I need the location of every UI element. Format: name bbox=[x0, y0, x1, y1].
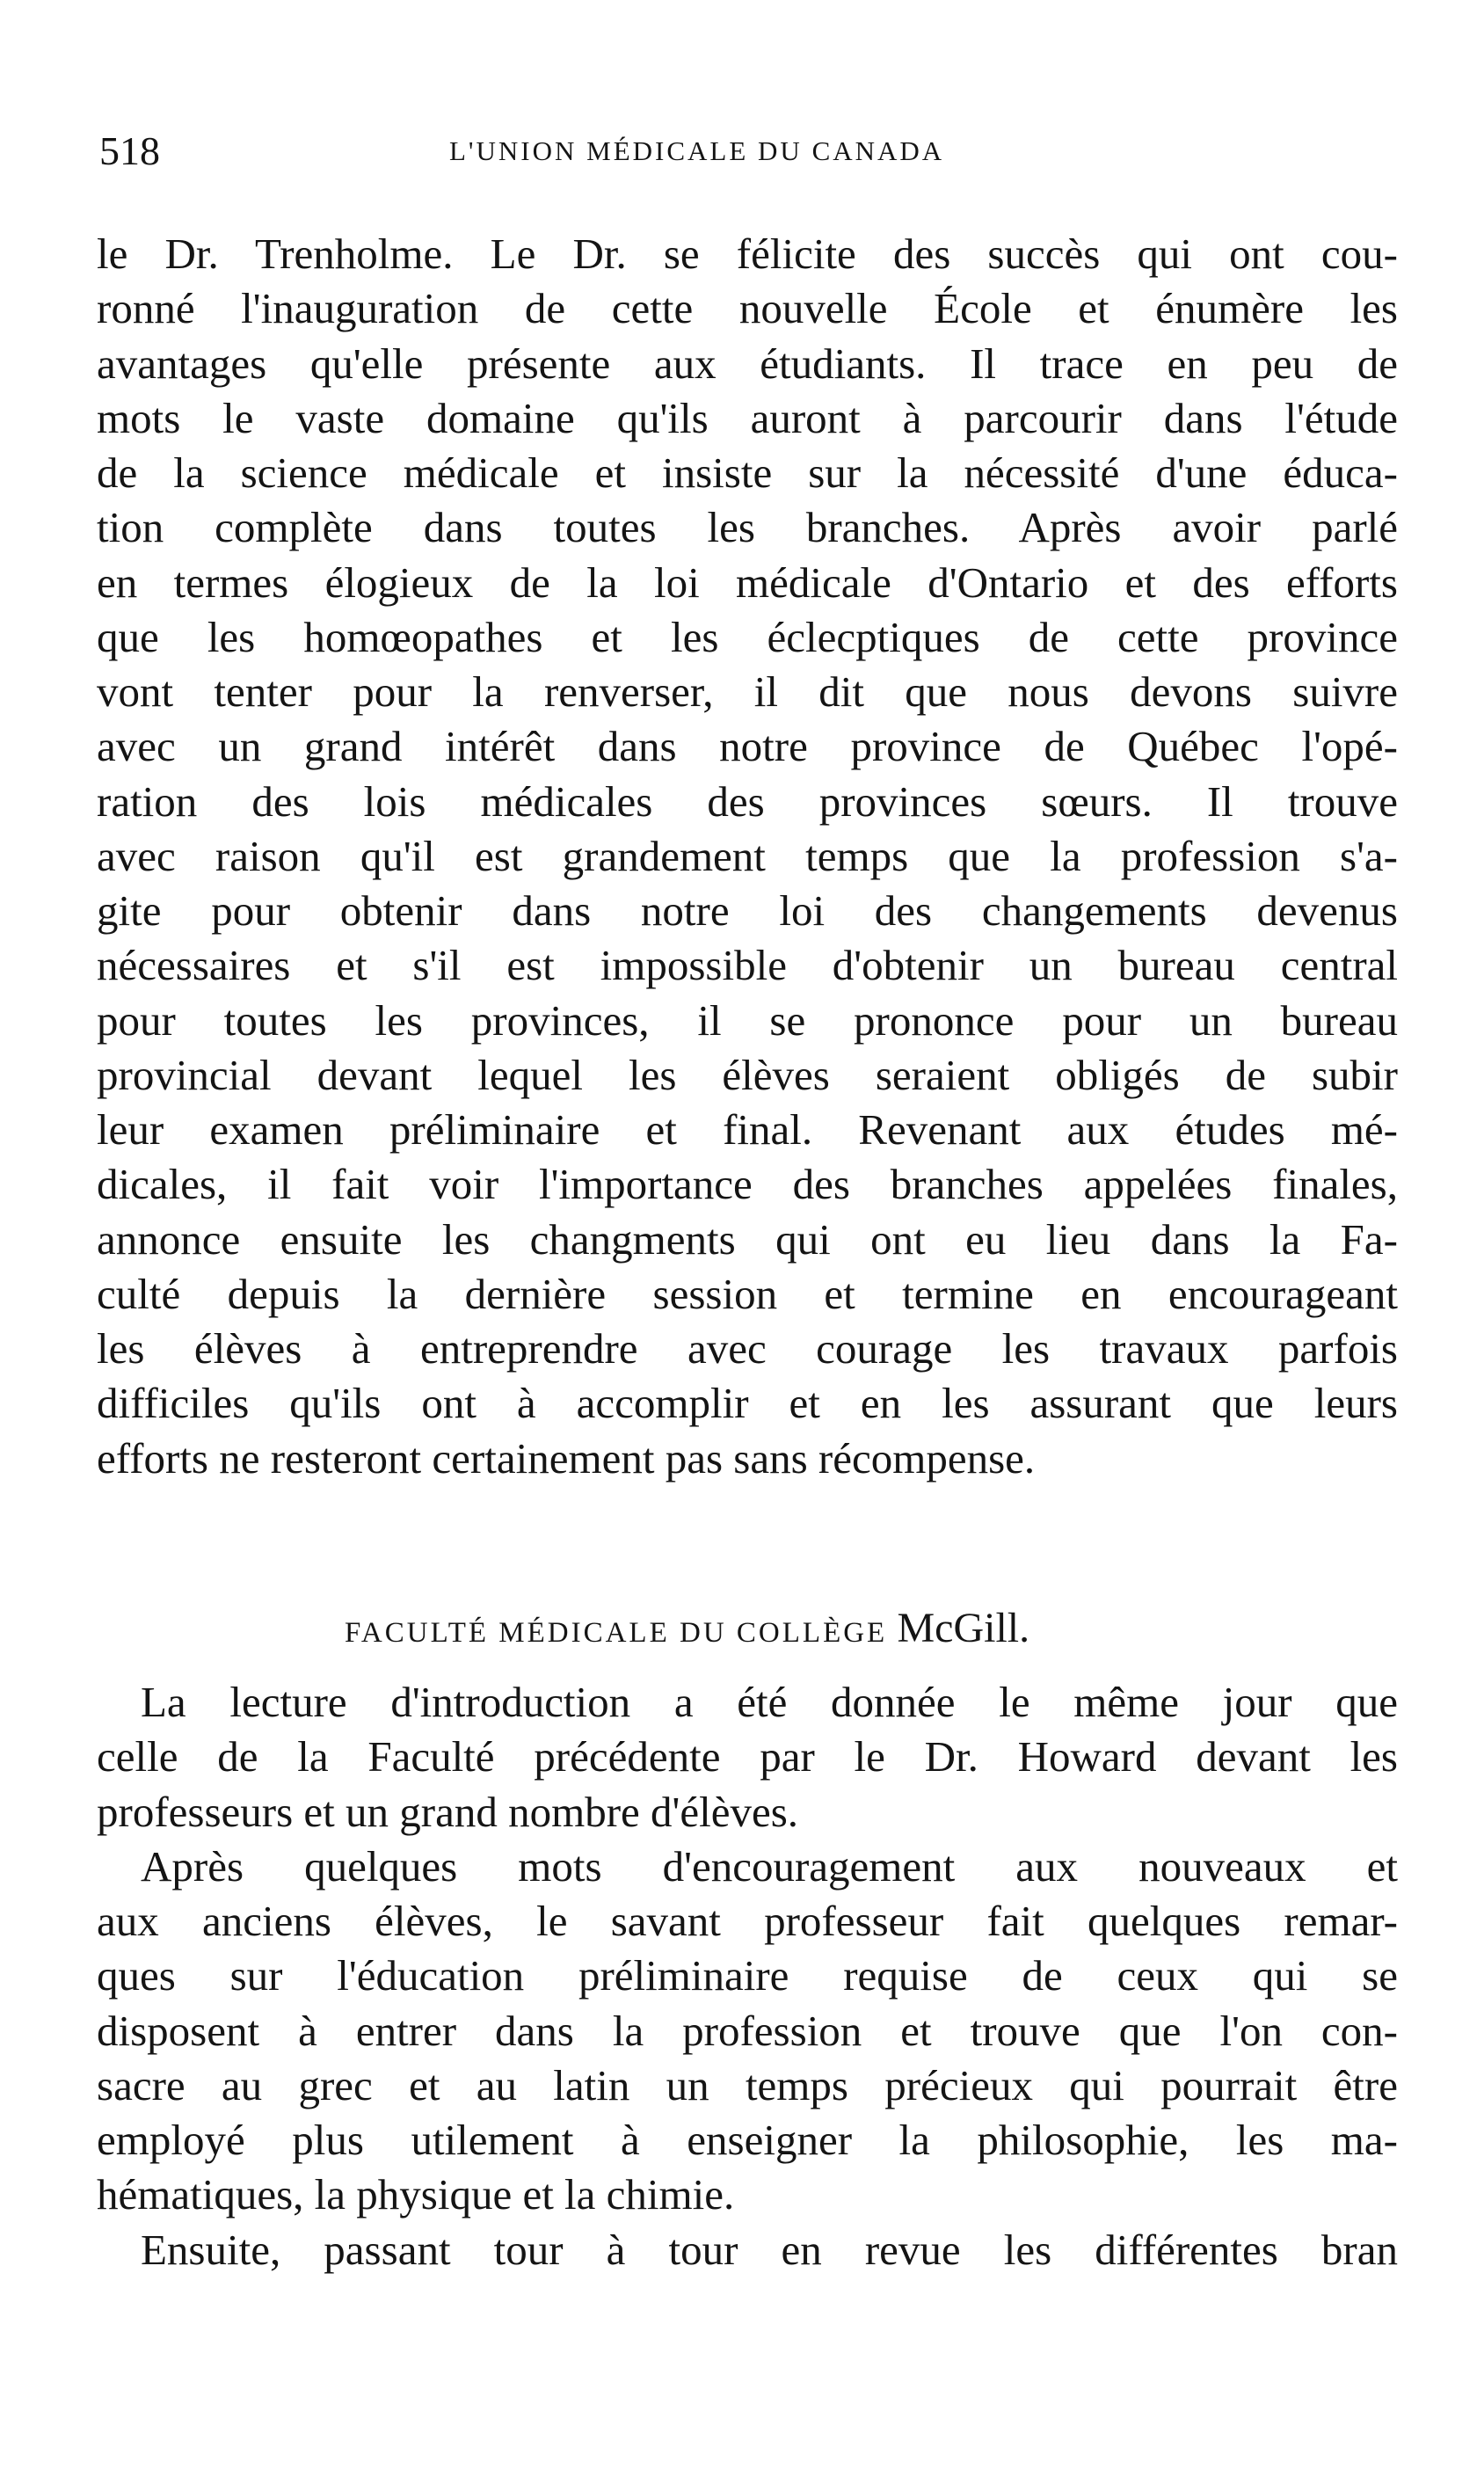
text-line: culté depuis la dernière session et termine en encourageant bbox=[97, 1269, 1398, 1318]
text-line: mots le vaste domaine qu'ils auront à parcourir dans l'étude bbox=[97, 393, 1398, 442]
page-header bbox=[99, 125, 1066, 178]
text-line: efforts ne resteront certainement pas sans récompense. bbox=[97, 1433, 1036, 1483]
paragraph-trenholme bbox=[97, 227, 1398, 1486]
text-line: hématiques, la physique et la chimie. bbox=[97, 2170, 735, 2219]
text-line: avantages qu'elle présente aux étudiants. Il trace en peu de bbox=[97, 339, 1398, 388]
running-title: L'UNION MÉDICALE DU CANADA bbox=[449, 135, 945, 166]
text-line: Ensuite, passant tour à tour en revue les différentes bran bbox=[141, 2225, 1398, 2274]
text-line: celle de la Faculté précédente par le Dr. Howard devant les bbox=[97, 1732, 1398, 1781]
text-line: employé plus utilement à enseigner la philosophie, les ma- bbox=[97, 2116, 1398, 2164]
text-line: disposent à entrer dans la profession et trouve que l'on con- bbox=[97, 2006, 1398, 2055]
page-number: 518 bbox=[99, 128, 160, 173]
text-line: vont tenter pour la renverser, il dit que nous devons suivre bbox=[97, 667, 1398, 716]
text-line: provincial devant lequel les élèves seraient obligés de subir bbox=[97, 1050, 1398, 1099]
text-line: ration des lois médicales des provinces sœurs. Il trouve bbox=[97, 776, 1398, 826]
text-line: pour toutes les provinces, il se prononce pour un bureau bbox=[97, 995, 1398, 1045]
text-line: en termes élogieux de la loi médicale d'Ontario et des efforts bbox=[97, 557, 1398, 607]
text-line: nécessaires et s'il est impossible d'obtenir un bureau central bbox=[97, 941, 1398, 990]
text-line: La lecture d'introduction a été donnée le même jour que bbox=[141, 1678, 1398, 1726]
text-line: Après quelques mots d'encouragement aux nouveaux et bbox=[141, 1841, 1398, 1891]
text-line: gite pour obtenir dans notre loi des changements devenus bbox=[97, 886, 1398, 935]
paragraph-mcgill bbox=[97, 1675, 1398, 2277]
text-line: difficiles qu'ils ont à accomplir et en les assurant que leurs bbox=[97, 1379, 1398, 1428]
section-heading-prefix: FACULTÉ MÉDICALE DU COLLÈGE bbox=[345, 1617, 888, 1649]
text-line: annonce ensuite les changments qui ont eu lieu dans la Fa- bbox=[97, 1214, 1398, 1264]
section-heading-name: McGill. bbox=[897, 1605, 1030, 1651]
text-line: dicales, il fait voir l'importance des branches appelées finales, bbox=[97, 1160, 1398, 1209]
text-line: avec raison qu'il est grandement temps que la profession s'a- bbox=[97, 831, 1398, 880]
text-line: le Dr. Trenholme. Le Dr. se félicite des succès qui ont cou- bbox=[97, 230, 1398, 278]
text-line: ronné l'inauguration de cette nouvelle École et énumère les bbox=[97, 284, 1398, 333]
text-line: avec un grand intérêt dans notre province de Québec l'opé- bbox=[97, 722, 1398, 771]
text-line: professeurs et un grand nombre d'élèves. bbox=[97, 1787, 799, 1836]
text-line: sacre au grec et au latin un temps précieux qui pourrait être bbox=[97, 2060, 1398, 2109]
text-line: tion complète dans toutes les branches. Après avoir parlé bbox=[97, 503, 1398, 552]
text-line: leur examen préliminaire et final. Revenant aux études mé- bbox=[97, 1105, 1398, 1154]
text-line: les élèves à entreprendre avec courage les travaux parfois bbox=[97, 1324, 1398, 1373]
text-line: aux anciens élèves, le savant professeur fait quelques remar- bbox=[97, 1897, 1398, 1945]
text-line: ques sur l'éducation préliminaire requise de ceux qui se bbox=[97, 1951, 1398, 2000]
text-line: de la science médicale et insiste sur la nécessité d'une éduca- bbox=[97, 448, 1398, 497]
text-line: que les homœopathes et les éclecptiques de cette province bbox=[97, 612, 1398, 661]
section-heading bbox=[345, 1602, 1029, 1659]
